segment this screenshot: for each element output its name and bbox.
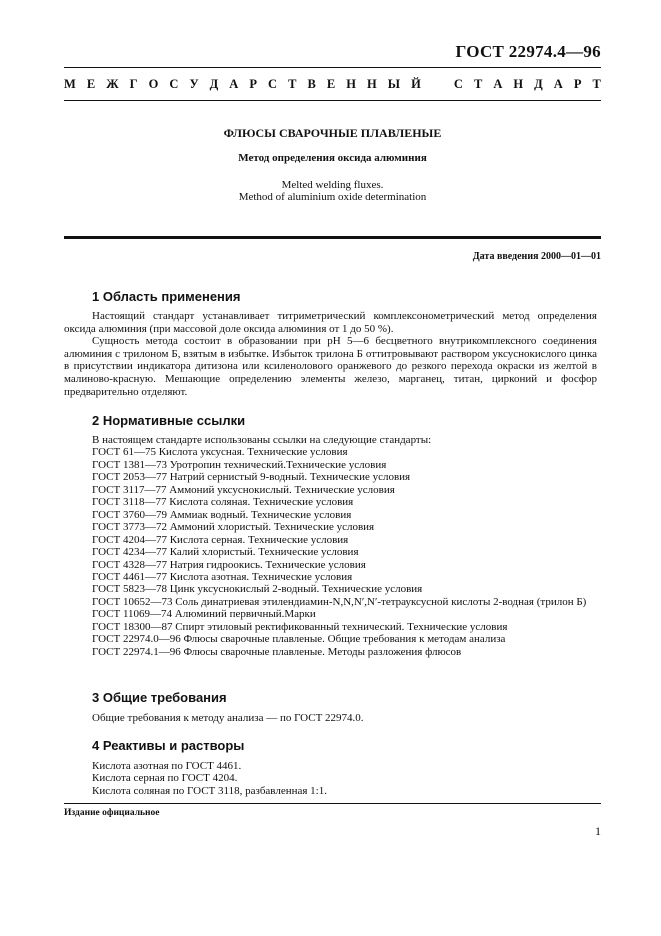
banner-letter: У — [189, 77, 199, 91]
banner-letter: Р — [249, 77, 257, 91]
reference-item: ГОСТ 22974.1—96 Флюсы сварочные плавленые. Методы разложения флюсов — [92, 645, 462, 658]
english-title — [64, 179, 601, 203]
banner-letter: М — [64, 77, 76, 91]
banner-letter: Т — [288, 77, 297, 91]
reagent-item: Кислота серная по ГОСТ 4204. — [92, 772, 238, 785]
banner-letter: Г — [129, 77, 138, 91]
section-3-text: Общие требования к методу анализа — по ГОСТ 22974.0. — [92, 712, 364, 724]
reagents-list — [64, 760, 601, 797]
banner-letter: Н — [513, 77, 524, 91]
banner-letter: Н — [366, 77, 377, 91]
method-title: Метод определения оксида алюминия — [238, 152, 427, 164]
reference-item-trilon: ГОСТ 10652—73 Соль динатриевая этилендиамин-N,N,N′,N′-тетрауксусной кислоты 2-водная (трилон Б) — [92, 595, 587, 608]
reference-item: ГОСТ 3118—77 Кислота соляная. Технические условия — [92, 496, 354, 509]
reference-item: ГОСТ 22974.0—96 Флюсы сварочные плавленые. Общие требования к методам анализа — [92, 633, 506, 646]
banner-letter: Ы — [387, 77, 401, 91]
banner-letter: А — [553, 77, 563, 91]
reference-item: ГОСТ 4461—77 Кислота азотная. Технические условия — [92, 570, 353, 583]
banner-letter: Й — [411, 77, 421, 91]
reference-item: ГОСТ 4234—77 Калий хлористый. Технические условия — [92, 546, 359, 559]
banner-letter: С — [268, 77, 278, 91]
interstate-standard-banner — [64, 77, 601, 92]
section-1-body — [64, 310, 597, 398]
reference-item: ГОСТ 3117—77 Аммоний уксуснокислый. Технические условия — [92, 483, 395, 496]
official-edition-label: Издание официальное — [64, 808, 160, 818]
banner-letter: Ж — [106, 77, 119, 91]
section-3-body — [64, 712, 601, 724]
reference-item: ГОСТ 5823—78 Цинк уксуснокислый 2-водный. Технические условия — [92, 583, 423, 596]
banner-letter: Р — [573, 77, 582, 91]
section-1-paragraph-2: Сущность метода состоит в образовании при рН 5—6 бесцветного внутрикомплексного соединения алюминия с трилоном Б, взятым в избытке. Избыток трилона Б оттитровывают раствором уксуснокислого цинка в присутствии индикатора дитизона или ксиленолового оранжевого до резкого перехода окраски из желтой в малиново-красную. Мешающие определению элементы железо, марганец, титан, цирконий и фосфор предварительно отделяют. — [64, 335, 597, 398]
banner-letter: Д — [209, 77, 219, 91]
banner-letter: С — [169, 77, 179, 91]
banner-letter: Д — [534, 77, 543, 91]
reference-item: ГОСТ 11069—74 Алюминий первичный.Марки — [92, 608, 316, 621]
reagent-item: Кислота соляная по ГОСТ 3118, разбавленная 1:1. — [92, 784, 327, 797]
banner-letter: А — [493, 77, 503, 91]
banner-letter: С — [453, 77, 463, 91]
document-title: ФЛЮСЫ СВАРОЧНЫЕ ПЛАВЛЕНЫЕ — [223, 126, 442, 140]
banner-letter: Е — [326, 77, 336, 91]
page-number: 1 — [595, 824, 601, 838]
banner-letter: Н — [346, 77, 356, 91]
reference-item: ГОСТ 18300—87 Спирт этиловый ректификованный технический. Технические условия — [92, 620, 508, 633]
section-1-paragraph-1: Настоящий стандарт устанавливает титриметрический комплексонометрический метод определения оксида алюминия (при массовой доле оксида алюминия от 1 до 50 %). — [64, 310, 597, 335]
footer-rule — [64, 803, 601, 804]
reference-item: ГОСТ 61—75 Кислота уксусная. Технические условия — [92, 446, 348, 459]
reference-item: ГОСТ 2053—77 Натрий сернистый 9-водный. Технические условия — [92, 471, 411, 484]
title-divider — [64, 236, 601, 239]
banner-letter: О — [148, 77, 159, 91]
banner-rule — [64, 100, 601, 101]
reference-item: ГОСТ 3760—79 Аммиак водный. Технические условия — [92, 508, 352, 521]
reference-item: ГОСТ 3773—72 Аммоний хлористый. Технические условия — [92, 521, 375, 534]
section-3-heading: 3 Общие требования — [92, 690, 227, 705]
reference-item: ГОСТ 4204—77 Кислота серная. Технические условия — [92, 533, 349, 546]
english-title-line-2: Method of aluminium oxide determination — [238, 191, 427, 203]
banner-letter: Т — [473, 77, 483, 91]
banner-letter: В — [307, 77, 316, 91]
section-1-heading: 1 Область применения — [92, 289, 241, 304]
section-4-heading: 4 Реактивы и растворы — [92, 738, 245, 753]
english-title-line-1: Melted welding fluxes. — [281, 179, 384, 191]
banner-letter: Е — [86, 77, 96, 91]
reagent-item: Кислота азотная по ГОСТ 4461. — [92, 760, 242, 772]
header-rule — [64, 67, 601, 68]
introduction-date: Дата введения 2000—01—01 — [472, 251, 601, 262]
banner-letter: А — [229, 77, 239, 91]
document-number: ГОСТ 22974.4—96 — [455, 42, 601, 61]
section-2-heading: 2 Нормативные ссылки — [92, 413, 246, 428]
references-list — [64, 434, 601, 658]
reference-item: ГОСТ 4328—77 Натрия гидроокись. Технические условия — [92, 558, 366, 571]
reference-item: ГОСТ 1381—73 Уротропин технический.Технические условия — [92, 458, 387, 471]
references-intro: В настоящем стандарте использованы ссылки на следующие стандарты: — [92, 434, 432, 446]
banner-letter: Т — [592, 77, 601, 91]
